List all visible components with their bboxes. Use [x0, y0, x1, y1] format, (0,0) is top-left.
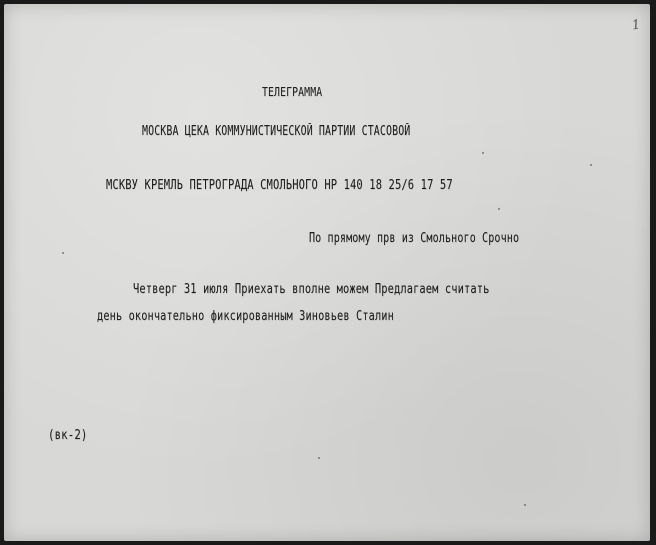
reference-code: (вк-2) — [48, 428, 88, 443]
telegram-title: ТЕЛЕГРАММА — [262, 84, 323, 99]
page-number: 1 — [630, 17, 642, 34]
routing-line: МСКВУ КРЕМЛЬ ПЕТРОГРАДА СМОЛЬНОГО НР 140 18 25/6 17 57 — [106, 178, 453, 193]
paper-speck — [62, 252, 64, 254]
paper-speck — [524, 504, 526, 506]
paper-speck — [318, 457, 320, 459]
telegram-sheet — [4, 4, 650, 541]
paper-speck — [498, 208, 500, 210]
address-line: МОСКВА ЦЕКА КОММУНИСТИЧЕСКОЙ ПАРТИИ СТАСОВОЙ — [142, 124, 411, 139]
paper-speck — [482, 152, 484, 154]
service-note: По прямому прв из Смольного Срочно — [309, 231, 520, 246]
paper-speck — [590, 164, 592, 166]
message-line-2: день окончательно фиксированным Зиновьев Сталин — [97, 309, 394, 324]
message-line-1: Четверг 31 июля Приехать вполне можем Предлагаем считать — [133, 282, 490, 297]
